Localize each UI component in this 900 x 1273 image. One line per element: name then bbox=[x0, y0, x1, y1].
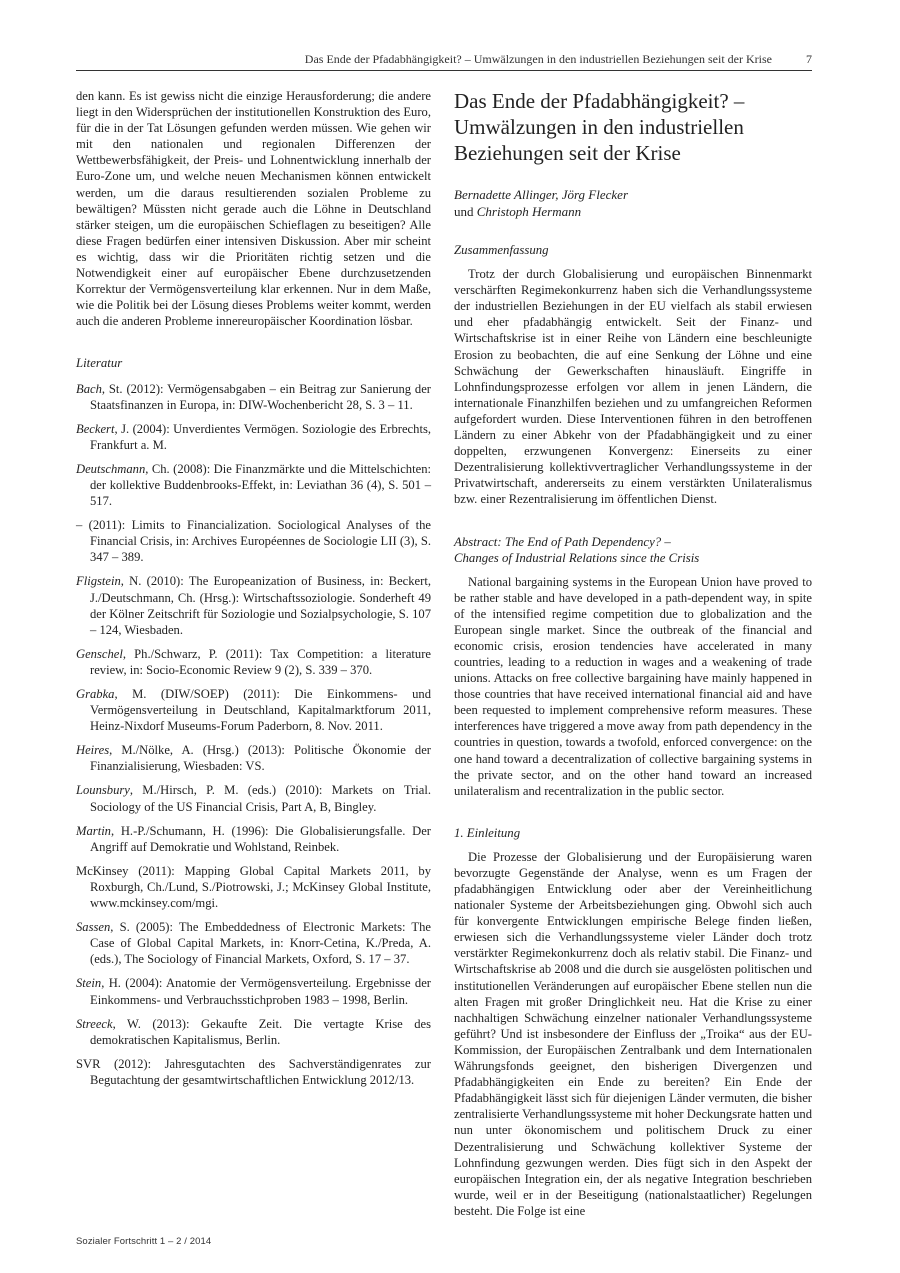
reference-details: , H.-P./Schumann, H. (1996): Die Globalisierungsfalle. Der Angriff auf Demokratie und Wohlstand, Reinbek. bbox=[90, 823, 431, 854]
summary-heading: Zusammenfassung bbox=[454, 243, 549, 257]
reference-details: , M./Nölke, A. (Hrsg.) (2013): Politische Ökonomie der Finanzialisierung, Wiesbaden: VS. bbox=[90, 743, 431, 774]
reference-author: Bach bbox=[76, 381, 102, 396]
running-title: Das Ende der Pfadabhängigkeit? – Umwälzungen in den industriellen Beziehungen seit der Krise bbox=[304, 52, 772, 66]
reference-details: , J. (2004): Unverdientes Vermögen. Soziologie des Erbrechts, Frankfurt a. M. bbox=[90, 421, 431, 452]
reference-details: , M. (DIW/SOEP) (2011): Die Einkommens- und Vermögensverteilung in Deutschland, Kapitalmarktforum 2011, Heinz-Nixdorf Museums-Forum Paderborn, 8. Nov. 2011. bbox=[90, 687, 431, 734]
reference-details: , W. (2013): Gekaufte Zeit. Die vertagte Krise des demokratischen Kapitalismus, Berlin. bbox=[90, 1016, 431, 1047]
reference-entry bbox=[76, 1056, 431, 1088]
article-title: Das Ende der Pfadabhängigkeit? – Umwälzungen in den industriellen Beziehungen seit der Krise bbox=[454, 89, 745, 165]
reference-author: Stein bbox=[76, 976, 102, 991]
continuation-paragraph: den kann. Es ist gewiss nicht die einzige Herausforderung; die andere liegt in den Widersprüchen der institutionellen Konstruktion des Euro, für die in der Tat Lösungen gefunden werden müssen. Wie gehen wir mit den nationalen und regionalen Differenzen der Wettbewerbsfähigkeit, der Preis- und Lohnentwicklung innerhalb der Euro-Zone um, und welche neuen Mechanismen können entwickelt werden, um die daraus resultierenden sozialen Probleme zu bewältigen? Müssten nicht gerade auch die Löhne in Deutschland stärker steigen, um die europäischen Schieflagen zu beseitigen? Alle diese Fragen bedürfen einer intensiven Diskussion. Aber mir scheint es wichtig, dass wir die Prioritäten richtig setzen und die Notwendigkeit einer auf europäischer Ebene durchzusetzenden Korrektur der Vermögensverteilung klar erkennen. Nur in dem Maße, wie die Politik bei der Lösung dieses Problems weiter kommt, werden auch die anderen Probleme innereuropäischer Koordination lösbar. bbox=[76, 89, 431, 329]
literature-heading: Literatur bbox=[76, 356, 123, 371]
left-column bbox=[76, 88, 431, 1096]
reference-entry bbox=[76, 823, 431, 855]
journal-footer: Sozialer Fortschritt 1 – 2 / 2014 bbox=[76, 1236, 212, 1247]
reference-entry bbox=[76, 517, 431, 565]
abstract-heading-line-1: Abstract: The End of Path Dependency? – bbox=[454, 534, 671, 549]
reference-author: Lounsbury bbox=[76, 783, 130, 798]
reference-entry bbox=[76, 863, 431, 911]
reference-details: , S. (2005): The Embeddedness of Electronic Markets: The Case of Global Capital Markets, in: Knorr-Cetina, K./Preda, A. (eds.), The Sociology of Financial Markets, Oxford, S. 17 – 37. bbox=[90, 920, 431, 967]
reference-details: SVR (2012): Jahresgutachten des Sachverständigenrates zur Begutachtung der gesamtwirtschaftlichen Entwicklung 2012/13. bbox=[76, 1056, 431, 1087]
page-number: 7 bbox=[806, 52, 812, 66]
reference-entry bbox=[76, 381, 431, 413]
summary-text: Trotz der durch Globalisierung und europäischen Binnenmarkt verschärften Regimekonkurrenz haben sich die Verhandlungssysteme der industriellen Beziehungen in der EU vielfach als stabil erwiesen und eher pfadabhängig entwickelt. Seit der Finanz- und Wirtschaftskrise ist in einer Reihe von Ländern eine beschleunigte Erosion zu beobachten, die auf eine Senkung der Löhne und eine Schwächung der Gewerkschaften hinausläuft. Eingriffe in Lohnfindungsprozesse erfolgen vor allem in jenen Ländern, die internationale Finanzhilfen beziehen und zu umfangreichen Reformen aufgefordert wurden. Diese Interventionen führen in den betroffenen Ländern zu einer Abkehr von der Pfadabhängigkeit und zu einer doppelten, erzwungenen Konvergenz: Einerseits zu einer Dezentralisierung kollektivvertraglicher Verhandlungssysteme in der Privatwirtschaft, andererseits zu einem verstärkten Unilateralismus bzw. einer Rezentralisierung im öffentlichen Dienst. bbox=[454, 267, 812, 507]
right-column bbox=[454, 88, 812, 1219]
reference-author: Heires bbox=[76, 743, 110, 758]
reference-author: Grabka bbox=[76, 687, 115, 701]
reference-details: , Ph./Schwarz, P. (2011): Tax Competition: a literature review, in: Socio-Economic Review 9 (2), S. 339 – 370. bbox=[90, 646, 431, 677]
reference-entry bbox=[76, 742, 431, 774]
reference-author: Streeck bbox=[76, 1016, 113, 1031]
authors-line-1: Bernadette Allinger, Jörg Flecker bbox=[454, 187, 629, 202]
reference-entry bbox=[76, 646, 431, 678]
reference-author: Beckert bbox=[76, 421, 115, 436]
reference-entry bbox=[76, 782, 431, 814]
introduction-heading: 1. Einleitung bbox=[454, 825, 521, 840]
reference-details: , H. (2004): Anatomie der Vermögensverteilung. Ergebnisse der Einkommens- und Verbrauchsstichproben 1983 – 1998, Berlin. bbox=[90, 976, 431, 1007]
reference-author: Fligstein bbox=[76, 574, 121, 589]
reference-details: McKinsey (2011): Mapping Global Capital Markets 2011, by Roxburgh, Ch./Lund, S./Piotrowski, J.; McKinsey Global Institute, www.mckinsey.com/mgi. bbox=[76, 863, 431, 911]
author-list bbox=[454, 186, 812, 220]
reference-details: , Ch. (2008): Die Finanzmärkte und die Mittelschichten: der kollektive Buddenbrooks-Effekt, in: Leviathan 36 (4), S. 501 – 517. bbox=[90, 461, 431, 509]
abstract-text: National bargaining systems in the European Union have proved to be rather stable and have developed in a path-dependent way, in spite of the intensified regime competition due to globalization and the European single market. Since the outbreak of the financial and economic crisis, erosion tendencies have accelerated in many countries, leading to a reduction in wages and a weakening of trade unions. Attacks on free collective bargaining have mainly happened in those countries that have received international financial aid and have been requested to implement comprehensive reform measures. These interferences have triggered a move away from path dependency in the countries in question, towards a twofold, enforced convergence: on the one hand toward a decentralization of collective bargaining systems in the private sector, and on the other hand toward an increased unilateralism and recentralization in the public sector. bbox=[454, 574, 812, 798]
reference-details: , M./Hirsch, P. M. (eds.) (2010): Markets on Trial. Sociology of the US Financial Crisis, Part A, B, Bingley. bbox=[90, 783, 431, 814]
reference-entry bbox=[76, 461, 431, 509]
reference-author: Deutschmann bbox=[76, 461, 146, 476]
authors-line-2: Christoph Hermann bbox=[476, 204, 582, 219]
reference-entry bbox=[76, 421, 431, 453]
reference-author: Sassen bbox=[76, 920, 111, 935]
reference-details: – (2011): Limits to Financialization. Sociological Analyses of the Financial Crisis, in: Archives Européennes de Sociologie LII (3), S. 347 – 389. bbox=[76, 518, 431, 565]
abstract-heading-line-2: Changes of Industrial Relations since the Crisis bbox=[454, 550, 700, 565]
reference-details: , N. (2010): The Europeanization of Business, in: Beckert, J./Deutschmann, Ch. (Hrsg.): Wirtschaftssoziologie. Sonderheft 49 der Kölner Zeitschrift für Soziologie und Sozialpsychologie, S. 107 – 124, Wiesbaden. bbox=[90, 574, 431, 637]
reference-entry bbox=[76, 1016, 431, 1048]
authors-conjunction: und bbox=[454, 204, 474, 219]
reference-entry bbox=[76, 686, 431, 734]
introduction-text: Die Prozesse der Globalisierung und der Europäisierung waren bevorzugte Gegenstände der Analyse, wenn es um Fragen der pfadabhängigen Entwicklung oder aber der Vereinheitlichung nationaler Systeme der Arbeitsbeziehungen ging. Obwohl sich auch für konvergente Entwicklungen empirische Belege finden ließen, erwiesen sich die Verhandlungssysteme vieler Länder doch trotz verstärkter Regimekonkurrenz doch als relativ stabil. Die Finanz- und Wirtschaftskrise ab 2008 und die durch sie ausgelösten politischen und institutionellen Veränderungen auf europäischer Ebene stellen nun die alten Fragen mit großer Dringlichkeit neu. Hat die Krise zu einer nachhaltigen Schwächung einzelner nationaler Verhandlungssysteme geführt? Und ist insbesondere der Einfluss der „Troika“ aus der EU-Kommission, der Europäischen Zentralbank und dem Internationalen Währungsfonds geeignet, den bisherigen Divergenzen und Pfadabhängigkeiten ein Ende zu bereiten? Ein Ende der Pfadabhängigkeit lässt sich für diejenigen Länder vermuten, die bisher zentralisierte Verhandlungssysteme mit hoher Deckungsrate hatten und nun unter ökonomischem und politischem Druck zu einer Dezentralisierung und Schwächung kollektiver Systeme der Lohnfindung gezwungen werden. Dies fügt sich in den Aspekt der europäischen Integration ein, der als negative Integration beschrieben wurde, weil er in der Beseitigung (nationalstaatlicher) Regelungen besteht. Die Folge ist eine bbox=[454, 849, 812, 1218]
reference-author: Genschel bbox=[76, 646, 123, 661]
reference-list bbox=[76, 381, 431, 1088]
abstract-heading bbox=[454, 534, 812, 566]
reference-details: , St. (2012): Vermögensabgaben – ein Beitrag zur Sanierung der Staatsfinanzen in Europa, in: DIW-Wochenbericht 28, S. 3 – 11. bbox=[90, 381, 431, 412]
reference-entry bbox=[76, 919, 431, 967]
reference-author: Martin bbox=[76, 823, 111, 838]
reference-entry bbox=[76, 975, 431, 1007]
reference-entry bbox=[76, 573, 431, 637]
running-header bbox=[76, 50, 812, 71]
